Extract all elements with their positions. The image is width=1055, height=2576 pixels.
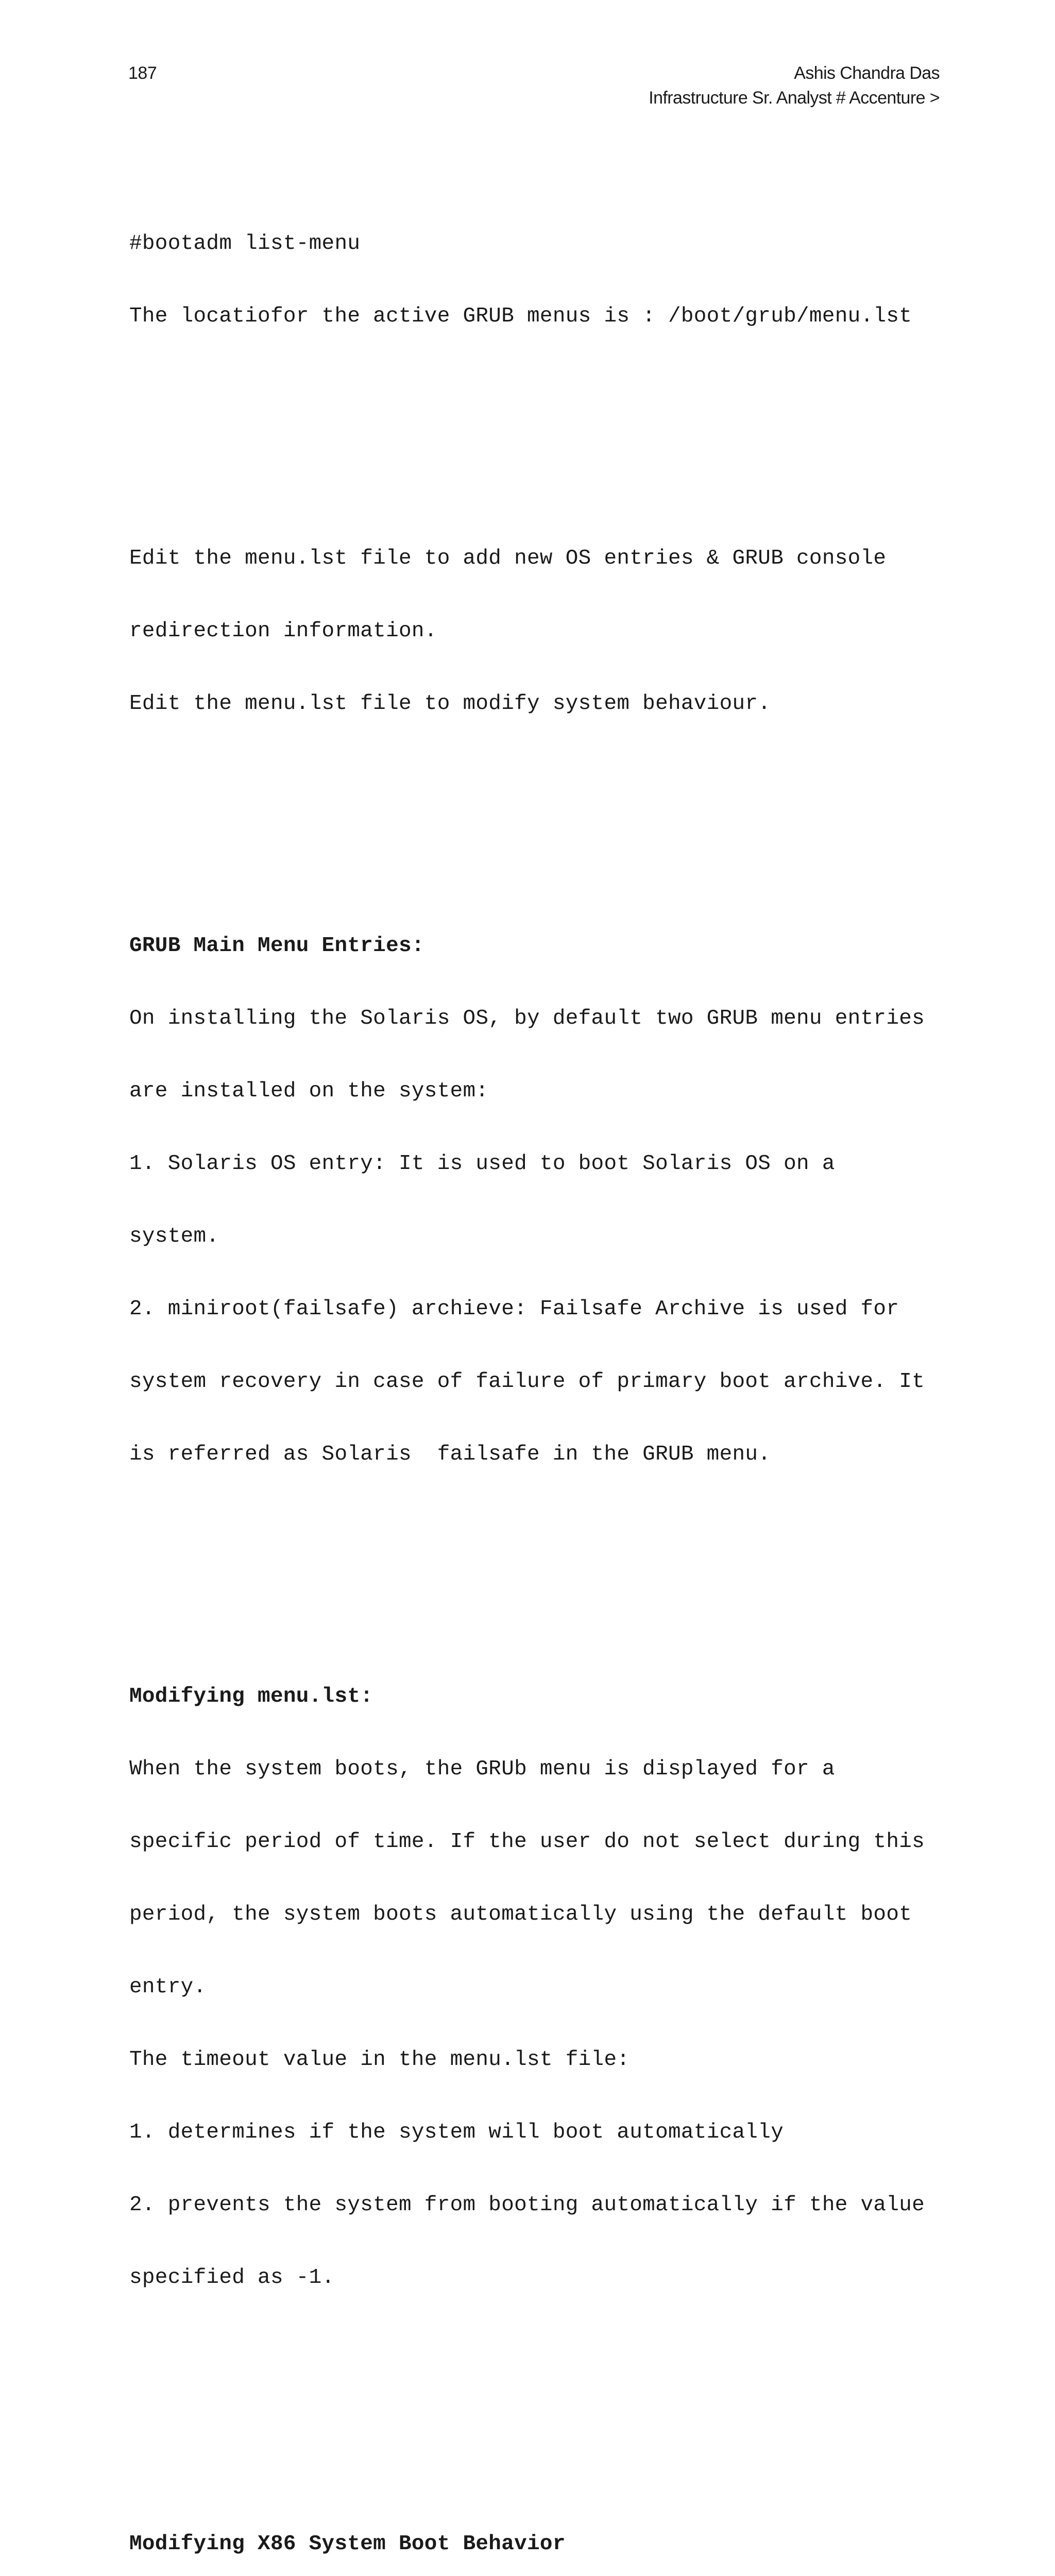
text-line: period, the system boots automatically using the default boot (129, 1903, 912, 1926)
document-body (129, 135, 954, 2576)
text-line: are installed on the system: (129, 1079, 489, 1103)
author-role: Infrastructure Sr. Analyst # Accenture > (649, 88, 940, 108)
text-line: On installing the Solaris OS, by default two GRUB menu entries (129, 1007, 925, 1030)
section-heading: Modifying X86 System Boot Behavior (129, 2532, 566, 2556)
section-heading: GRUB Main Menu Entries: (129, 934, 424, 958)
text-line: #bootadm list-menu (129, 232, 361, 256)
author-name: Ashis Chandra Das (794, 63, 940, 83)
section-grub-main-menu (129, 886, 954, 1515)
text-line: The timeout value in the menu.lst file: (129, 2048, 630, 2072)
text-line: 1. Solaris OS entry: It is used to boot Solaris OS on a (129, 1152, 835, 1176)
text-line: is referred as Solaris failsafe in the GRUB menu. (129, 1443, 771, 1466)
section-x86-boot-behavior (129, 2484, 954, 2576)
page-number: 187 (128, 63, 157, 83)
block-bootadm (129, 183, 954, 377)
section-heading: Modifying menu.lst: (129, 1685, 373, 1708)
text-line: The locatiofor the active GRUB menus is : /boot/grub/menu.lst (129, 304, 912, 328)
running-header (649, 61, 940, 110)
text-line: 2. miniroot(failsafe) archieve: Failsafe Archive is used for (129, 1297, 899, 1321)
text-line: When the system boots, the GRUb menu is displayed for a (129, 1757, 835, 1781)
text-line: 2. prevents the system from booting automatically if the value (129, 2193, 925, 2217)
text-line: Edit the menu.lst file to modify system behaviour. (129, 692, 771, 716)
text-line: specific period of time. If the user do not select during this (129, 1830, 925, 1854)
text-line: system. (129, 1225, 219, 1248)
text-line: system recovery in case of failure of primary boot archive. It (129, 1370, 925, 1394)
text-line: redirection information. (129, 619, 437, 643)
block-edit-menu (129, 498, 954, 765)
text-line: entry. (129, 1975, 207, 1999)
section-modifying-menu-lst (129, 1636, 954, 2338)
text-line: 1. determines if the system will boot automatically (129, 2121, 784, 2144)
text-line: Edit the menu.lst file to add new OS entries & GRUB console (129, 547, 887, 570)
text-line: specified as -1. (129, 2266, 335, 2290)
